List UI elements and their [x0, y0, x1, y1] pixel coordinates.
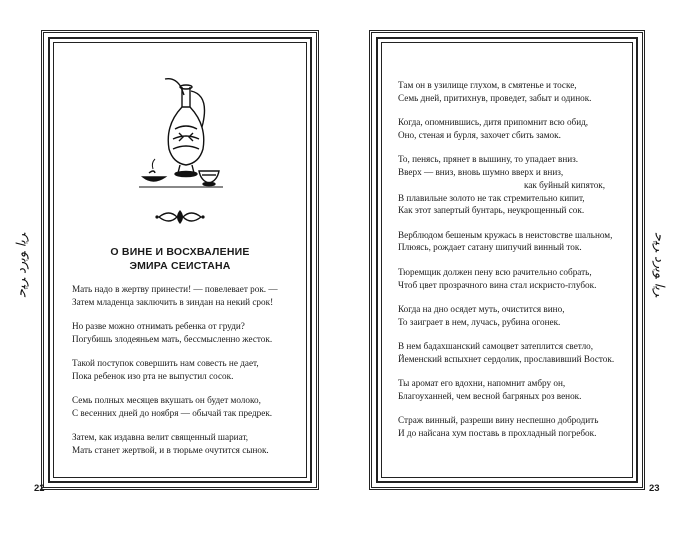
stanza [398, 116, 628, 142]
verse-line: То заиграет в нем, лучась, рубина огонек. [398, 316, 561, 327]
poem-title-line-2: ЭМИРА СЕИСТАНА [129, 260, 231, 272]
ewer-and-cups-icon [135, 73, 225, 193]
stanza [398, 266, 628, 292]
floral-divider-icon [155, 208, 205, 226]
verse-line: Благоуханней, чем весной багряных роз венок. [398, 390, 582, 401]
stanza [398, 414, 628, 440]
verse-line: Но разве можно отнимать ребенка от груди? [72, 321, 245, 332]
page-content-left [44, 33, 316, 487]
stanza [398, 229, 628, 255]
stanza [398, 79, 628, 105]
right-page [337, 0, 673, 540]
verse-line: Когда на дно осядет муть, очистится вино, [398, 303, 565, 314]
verse-line: Погубишь злодеяньем мать, бессмысленно жесток. [72, 333, 273, 344]
verse-line-continuation: как буйный кипяток, [524, 179, 606, 190]
poem-title-line-1: О ВИНЕ И ВОСХВАЛЕНИЕ [110, 246, 250, 258]
page-frame-left [41, 30, 319, 490]
stanza [72, 357, 296, 383]
verse-line: И до найсана хум поставь в прохладный погребок. [398, 427, 597, 438]
verse-line: Плюясь, рождает сатану шипучий винный ток. [398, 242, 582, 253]
verse-line: Мать станет жертвой, и в тюрьме очутится сынок. [72, 445, 269, 456]
stanza [72, 394, 296, 420]
stanzas-right [398, 79, 628, 451]
verse-line: Пока ребенок изо рта не выпустил сосок. [72, 370, 234, 381]
verse-line: Затем младенца заключить в зиндан на некий срок! [72, 296, 274, 307]
stanza [398, 153, 628, 217]
verse-line: Чтоб цвет прозрачного вина стал искристо-глубок. [398, 279, 597, 290]
page-number-right: 23 [649, 483, 660, 494]
verse-line: Верблюдом бешеным кружась в неистовстве шальном, [398, 229, 613, 240]
verse-line: Семь дней, притихнув, проведет, забыт и одинок. [398, 92, 592, 103]
poem-title [44, 245, 316, 273]
verse-line: Оно, стеная и бурля, захочет сбить замок. [398, 129, 561, 140]
page-content-right [372, 33, 642, 487]
verse-line: Мать надо в жертву принести! — повелевает рок. — [72, 284, 278, 294]
verse-line: Затем, как издавна велит священный шариат, [72, 432, 249, 443]
verse-line: Семь полных месяцев вкушать он будет молоко, [72, 395, 261, 406]
stanza [398, 340, 628, 366]
verse-line: То, пенясь, прянет в вышину, то упадает вниз. [398, 154, 579, 165]
stanzas-left [72, 283, 296, 468]
page-number-left: 22 [34, 483, 45, 494]
stanza [398, 303, 628, 329]
verse-line: В плавильне золото не так стремительно кипит, [398, 192, 585, 203]
verse-line: Когда, опомнившись, дитя припомнит всю обид, [398, 117, 589, 128]
verse-line: Ты аромат его вдохни, напомнит амбру он, [398, 378, 566, 389]
verse-line: Такой поступок совершить нам совесть не дает, [72, 358, 259, 369]
side-calligraphy-left: ﺮﻳﺍ ﻮﺑﺭﺩ ﺮﻴﺣ [14, 232, 30, 298]
stanza [72, 283, 296, 309]
verse-line: Как этот запертый бунтарь, неукрощенный сок. [398, 205, 585, 216]
verse-line: Тюремщик должен пену всю рачительно собрать, [398, 266, 592, 277]
stanza [398, 377, 628, 403]
stanza [72, 320, 296, 346]
left-page [0, 0, 336, 540]
verse-line: Вверх — вниз, вновь шумно вверх и вниз, [398, 166, 564, 177]
side-calligraphy-right: ﺮﻳﺍ ﻮﺑﺭﺩ ﺮﻴﺣ [651, 232, 667, 298]
verse-line: Йеменский вспыхнет сердолик, прославивший Восток. [398, 353, 615, 364]
verse-line: Там он в узилище глухом, в смятенье и тоске, [398, 80, 577, 90]
verse-line: С весенних дней до ноября — обычай так предрек. [72, 408, 273, 419]
verse-line: Страж винный, разреши вину неспешно добродить [398, 415, 599, 426]
stanza [72, 431, 296, 457]
page-frame-right [369, 30, 645, 490]
verse-line: В нем бадахшанский самоцвет затеплится светло, [398, 340, 594, 351]
